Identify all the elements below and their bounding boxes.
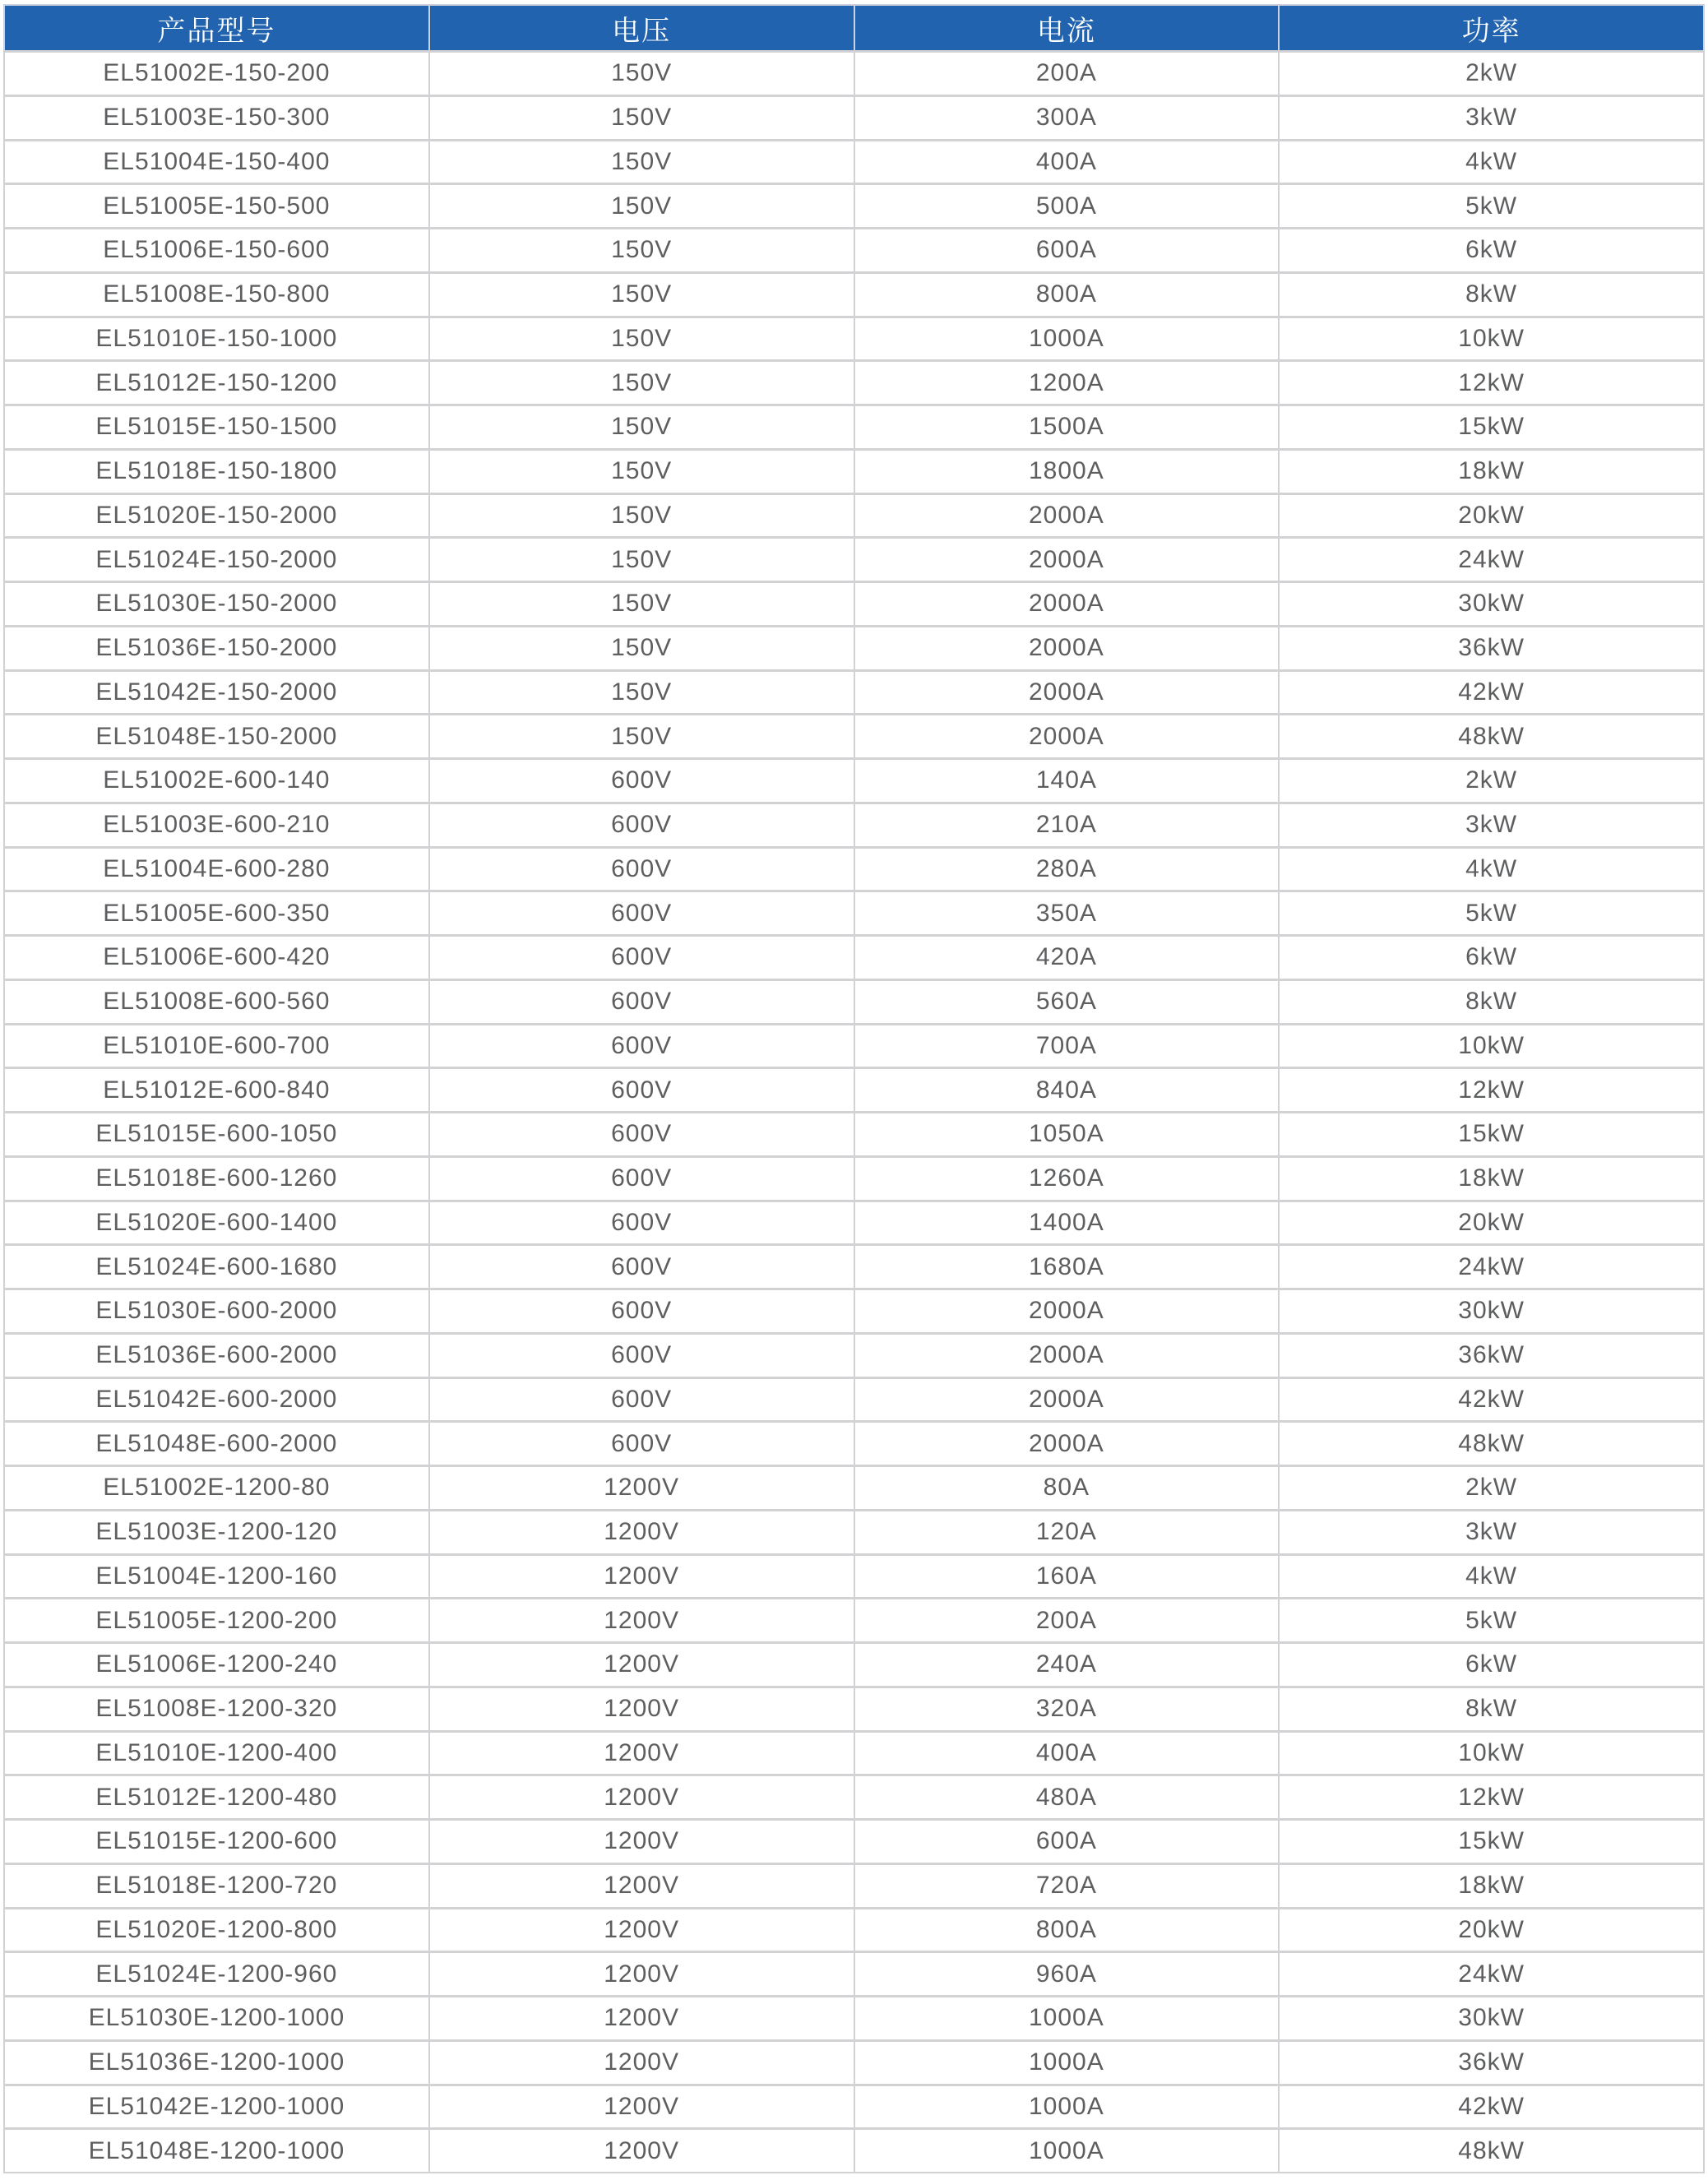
table-cell-model: EL51015E-600-1050: [4, 1113, 429, 1157]
table-cell-current: 600A: [854, 1820, 1280, 1864]
table-row: [4, 1510, 1704, 1554]
table-cell-power: 3kW: [1279, 1510, 1704, 1554]
table-cell-voltage: 1200V: [429, 2040, 854, 2085]
table-cell-voltage: 1200V: [429, 1731, 854, 1775]
table-header-row: [4, 5, 1704, 52]
table-cell-current: 840A: [854, 1068, 1280, 1113]
table-cell-current: 200A: [854, 52, 1280, 96]
table-row: [4, 2129, 1704, 2173]
table-cell-model: EL51024E-600-1680: [4, 1245, 429, 1289]
table-cell-voltage: 600V: [429, 1156, 854, 1201]
table-row: [4, 1377, 1704, 1422]
table-cell-model: EL51005E-1200-200: [4, 1599, 429, 1643]
table-row: [4, 979, 1704, 1024]
table-cell-current: 420A: [854, 936, 1280, 980]
table-cell-power: 18kW: [1279, 449, 1704, 493]
table-cell-model: EL51003E-1200-120: [4, 1510, 429, 1554]
table-cell-current: 2000A: [854, 626, 1280, 670]
table-row: [4, 1599, 1704, 1643]
table-cell-model: EL51020E-1200-800: [4, 1908, 429, 1952]
table-row: [4, 1201, 1704, 1245]
table-cell-power: 10kW: [1279, 317, 1704, 361]
table-cell-model: EL51012E-600-840: [4, 1068, 429, 1113]
table-row: [4, 847, 1704, 891]
table-row: [4, 1068, 1704, 1113]
table-cell-current: 210A: [854, 803, 1280, 847]
table-cell-voltage: 1200V: [429, 1687, 854, 1731]
table-cell-model: EL51036E-600-2000: [4, 1333, 429, 1377]
table-cell-power: 48kW: [1279, 715, 1704, 759]
table-cell-current: 2000A: [854, 1422, 1280, 1466]
table-cell-current: 140A: [854, 759, 1280, 803]
table-cell-power: 18kW: [1279, 1863, 1704, 1908]
table-cell-model: EL51005E-150-500: [4, 184, 429, 229]
table-cell-current: 2000A: [854, 582, 1280, 627]
table-row: [4, 272, 1704, 317]
table-cell-current: 960A: [854, 1952, 1280, 1997]
table-row: [4, 1554, 1704, 1599]
table-cell-voltage: 600V: [429, 1289, 854, 1334]
table-row: [4, 891, 1704, 936]
table-cell-current: 2000A: [854, 538, 1280, 582]
table-cell-model: EL51048E-150-2000: [4, 715, 429, 759]
table-cell-model: EL51012E-1200-480: [4, 1775, 429, 1820]
table-row: [4, 1422, 1704, 1466]
table-cell-model: EL51003E-150-300: [4, 95, 429, 140]
table-row: [4, 626, 1704, 670]
table-cell-voltage: 600V: [429, 759, 854, 803]
table-cell-current: 320A: [854, 1687, 1280, 1731]
table-cell-current: 1000A: [854, 2129, 1280, 2173]
table-row: [4, 405, 1704, 450]
column-header-model: 产品型号: [4, 5, 429, 52]
table-cell-power: 42kW: [1279, 1377, 1704, 1422]
table-cell-voltage: 1200V: [429, 1554, 854, 1599]
table-cell-power: 8kW: [1279, 979, 1704, 1024]
table-row: [4, 1820, 1704, 1864]
table-row: [4, 1333, 1704, 1377]
table-cell-current: 1200A: [854, 361, 1280, 405]
table-cell-model: EL51042E-1200-1000: [4, 2085, 429, 2129]
table-cell-model: EL51036E-1200-1000: [4, 2040, 429, 2085]
table-cell-voltage: 150V: [429, 582, 854, 627]
table-cell-current: 1000A: [854, 317, 1280, 361]
table-cell-model: EL51005E-600-350: [4, 891, 429, 936]
table-cell-model: EL51010E-150-1000: [4, 317, 429, 361]
table-cell-model: EL51008E-600-560: [4, 979, 429, 1024]
table-cell-voltage: 1200V: [429, 1908, 854, 1952]
table-cell-model: EL51006E-600-420: [4, 936, 429, 980]
table-cell-power: 12kW: [1279, 361, 1704, 405]
column-header-power: 功率: [1279, 5, 1704, 52]
table-cell-current: 1800A: [854, 449, 1280, 493]
table-cell-current: 300A: [854, 95, 1280, 140]
table-cell-current: 2000A: [854, 1289, 1280, 1334]
table-cell-current: 80A: [854, 1466, 1280, 1511]
table-cell-model: EL51003E-600-210: [4, 803, 429, 847]
table-cell-model: EL51002E-600-140: [4, 759, 429, 803]
table-cell-power: 20kW: [1279, 1908, 1704, 1952]
table-cell-model: EL51048E-600-2000: [4, 1422, 429, 1466]
table-cell-voltage: 600V: [429, 1113, 854, 1157]
table-cell-voltage: 600V: [429, 1245, 854, 1289]
table-cell-power: 10kW: [1279, 1024, 1704, 1068]
column-header-voltage: 电压: [429, 5, 854, 52]
table-row: [4, 361, 1704, 405]
table-cell-current: 800A: [854, 272, 1280, 317]
table-cell-power: 4kW: [1279, 1554, 1704, 1599]
table-cell-voltage: 150V: [429, 715, 854, 759]
table-cell-power: 12kW: [1279, 1068, 1704, 1113]
table-cell-power: 36kW: [1279, 1333, 1704, 1377]
table-cell-voltage: 150V: [429, 184, 854, 229]
table-cell-power: 48kW: [1279, 2129, 1704, 2173]
table-row: [4, 1113, 1704, 1157]
table-cell-model: EL51020E-150-2000: [4, 493, 429, 538]
table-cell-current: 350A: [854, 891, 1280, 936]
table-cell-model: EL51018E-150-1800: [4, 449, 429, 493]
table-cell-voltage: 600V: [429, 891, 854, 936]
table-cell-voltage: 1200V: [429, 1775, 854, 1820]
table-cell-current: 800A: [854, 1908, 1280, 1952]
table-cell-voltage: 1200V: [429, 1952, 854, 1997]
table-cell-current: 700A: [854, 1024, 1280, 1068]
table-cell-voltage: 600V: [429, 936, 854, 980]
table-cell-power: 2kW: [1279, 52, 1704, 96]
table-cell-current: 160A: [854, 1554, 1280, 1599]
table-cell-current: 720A: [854, 1863, 1280, 1908]
table-cell-voltage: 150V: [429, 538, 854, 582]
table-row: [4, 1908, 1704, 1952]
table-row: [4, 1775, 1704, 1820]
table-row: [4, 803, 1704, 847]
table-cell-current: 1680A: [854, 1245, 1280, 1289]
table-cell-voltage: 1200V: [429, 2129, 854, 2173]
table-row: [4, 229, 1704, 273]
table-cell-model: EL51002E-1200-80: [4, 1466, 429, 1511]
table-cell-current: 2000A: [854, 493, 1280, 538]
column-header-current: 电流: [854, 5, 1280, 52]
table-cell-current: 120A: [854, 1510, 1280, 1554]
table-cell-current: 2000A: [854, 1333, 1280, 1377]
table-cell-voltage: 150V: [429, 361, 854, 405]
table-cell-model: EL51006E-150-600: [4, 229, 429, 273]
product-spec-table-wrap: [3, 4, 1705, 2173]
table-cell-power: 3kW: [1279, 803, 1704, 847]
table-cell-voltage: 150V: [429, 626, 854, 670]
table-cell-power: 15kW: [1279, 1820, 1704, 1864]
table-cell-voltage: 600V: [429, 803, 854, 847]
table-cell-model: EL51024E-1200-960: [4, 1952, 429, 1997]
table-cell-power: 48kW: [1279, 1422, 1704, 1466]
table-row: [4, 1289, 1704, 1334]
table-row: [4, 1245, 1704, 1289]
table-cell-current: 1000A: [854, 2040, 1280, 2085]
table-cell-power: 5kW: [1279, 1599, 1704, 1643]
table-cell-voltage: 600V: [429, 1201, 854, 1245]
table-row: [4, 759, 1704, 803]
table-row: [4, 670, 1704, 715]
table-cell-current: 200A: [854, 1599, 1280, 1643]
table-row: [4, 936, 1704, 980]
table-cell-voltage: 150V: [429, 140, 854, 184]
table-cell-model: EL51018E-1200-720: [4, 1863, 429, 1908]
table-cell-voltage: 600V: [429, 979, 854, 1024]
table-cell-power: 10kW: [1279, 1731, 1704, 1775]
table-body: [4, 52, 1704, 2173]
table-row: [4, 1024, 1704, 1068]
table-cell-power: 6kW: [1279, 229, 1704, 273]
table-cell-power: 36kW: [1279, 626, 1704, 670]
table-row: [4, 317, 1704, 361]
table-row: [4, 1643, 1704, 1687]
table-cell-model: EL51024E-150-2000: [4, 538, 429, 582]
table-cell-power: 15kW: [1279, 1113, 1704, 1157]
table-cell-current: 400A: [854, 140, 1280, 184]
table-cell-power: 42kW: [1279, 670, 1704, 715]
table-cell-power: 4kW: [1279, 140, 1704, 184]
table-cell-power: 36kW: [1279, 2040, 1704, 2085]
table-cell-voltage: 1200V: [429, 1863, 854, 1908]
table-cell-power: 30kW: [1279, 1997, 1704, 2041]
table-cell-model: EL51020E-600-1400: [4, 1201, 429, 1245]
table-cell-power: 2kW: [1279, 1466, 1704, 1511]
table-cell-voltage: 600V: [429, 1024, 854, 1068]
table-cell-model: EL51010E-1200-400: [4, 1731, 429, 1775]
table-cell-current: 1000A: [854, 1997, 1280, 2041]
table-cell-power: 20kW: [1279, 493, 1704, 538]
table-cell-current: 240A: [854, 1643, 1280, 1687]
product-spec-table: [3, 4, 1705, 2173]
table-cell-power: 20kW: [1279, 1201, 1704, 1245]
table-cell-power: 6kW: [1279, 1643, 1704, 1687]
table-cell-voltage: 600V: [429, 1377, 854, 1422]
table-cell-current: 2000A: [854, 1377, 1280, 1422]
table-cell-current: 2000A: [854, 715, 1280, 759]
table-cell-model: EL51042E-600-2000: [4, 1377, 429, 1422]
table-cell-power: 4kW: [1279, 847, 1704, 891]
table-cell-model: EL51036E-150-2000: [4, 626, 429, 670]
table-row: [4, 493, 1704, 538]
table-cell-model: EL51015E-150-1500: [4, 405, 429, 450]
table-row: [4, 52, 1704, 96]
table-cell-power: 6kW: [1279, 936, 1704, 980]
table-cell-model: EL51002E-150-200: [4, 52, 429, 96]
table-cell-model: EL51030E-600-2000: [4, 1289, 429, 1334]
table-cell-voltage: 150V: [429, 449, 854, 493]
table-cell-current: 560A: [854, 979, 1280, 1024]
table-cell-current: 600A: [854, 229, 1280, 273]
table-cell-voltage: 150V: [429, 52, 854, 96]
table-cell-power: 8kW: [1279, 1687, 1704, 1731]
table-cell-current: 1000A: [854, 2085, 1280, 2129]
table-row: [4, 449, 1704, 493]
table-cell-power: 24kW: [1279, 1952, 1704, 1997]
table-cell-voltage: 600V: [429, 1333, 854, 1377]
table-cell-voltage: 150V: [429, 670, 854, 715]
table-row: [4, 1466, 1704, 1511]
table-row: [4, 1997, 1704, 2041]
table-cell-model: EL51010E-600-700: [4, 1024, 429, 1068]
table-cell-current: 1050A: [854, 1113, 1280, 1157]
table-cell-voltage: 1200V: [429, 1820, 854, 1864]
table-cell-voltage: 150V: [429, 95, 854, 140]
table-cell-voltage: 600V: [429, 847, 854, 891]
table-cell-power: 15kW: [1279, 405, 1704, 450]
table-cell-model: EL51015E-1200-600: [4, 1820, 429, 1864]
table-cell-voltage: 1200V: [429, 1997, 854, 2041]
table-cell-current: 2000A: [854, 670, 1280, 715]
table-cell-model: EL51042E-150-2000: [4, 670, 429, 715]
table-row: [4, 1731, 1704, 1775]
table-cell-model: EL51004E-600-280: [4, 847, 429, 891]
table-cell-power: 18kW: [1279, 1156, 1704, 1201]
table-row: [4, 538, 1704, 582]
table-row: [4, 95, 1704, 140]
table-cell-power: 12kW: [1279, 1775, 1704, 1820]
table-cell-model: EL51030E-150-2000: [4, 582, 429, 627]
table-row: [4, 582, 1704, 627]
table-row: [4, 184, 1704, 229]
table-row: [4, 715, 1704, 759]
table-cell-model: EL51004E-150-400: [4, 140, 429, 184]
table-cell-power: 24kW: [1279, 538, 1704, 582]
table-cell-power: 24kW: [1279, 1245, 1704, 1289]
table-cell-voltage: 150V: [429, 229, 854, 273]
table-header: [4, 5, 1704, 52]
table-cell-power: 5kW: [1279, 891, 1704, 936]
table-cell-current: 500A: [854, 184, 1280, 229]
table-cell-model: EL51018E-600-1260: [4, 1156, 429, 1201]
table-cell-model: EL51006E-1200-240: [4, 1643, 429, 1687]
table-cell-voltage: 1200V: [429, 1466, 854, 1511]
table-row: [4, 2085, 1704, 2129]
table-cell-voltage: 1200V: [429, 1510, 854, 1554]
table-cell-model: EL51012E-150-1200: [4, 361, 429, 405]
table-cell-voltage: 600V: [429, 1068, 854, 1113]
table-row: [4, 140, 1704, 184]
table-cell-voltage: 150V: [429, 272, 854, 317]
table-cell-power: 42kW: [1279, 2085, 1704, 2129]
table-cell-power: 2kW: [1279, 759, 1704, 803]
table-cell-model: EL51048E-1200-1000: [4, 2129, 429, 2173]
table-row: [4, 1863, 1704, 1908]
table-row: [4, 1687, 1704, 1731]
table-cell-voltage: 1200V: [429, 1643, 854, 1687]
table-cell-voltage: 600V: [429, 1422, 854, 1466]
table-row: [4, 1156, 1704, 1201]
table-cell-voltage: 150V: [429, 405, 854, 450]
table-cell-power: 8kW: [1279, 272, 1704, 317]
table-cell-current: 400A: [854, 1731, 1280, 1775]
table-cell-voltage: 150V: [429, 493, 854, 538]
table-cell-current: 1400A: [854, 1201, 1280, 1245]
table-cell-power: 30kW: [1279, 582, 1704, 627]
table-cell-model: EL51030E-1200-1000: [4, 1997, 429, 2041]
table-cell-current: 1260A: [854, 1156, 1280, 1201]
table-cell-voltage: 1200V: [429, 2085, 854, 2129]
table-cell-power: 3kW: [1279, 95, 1704, 140]
table-row: [4, 1952, 1704, 1997]
table-cell-voltage: 150V: [429, 317, 854, 361]
table-cell-current: 280A: [854, 847, 1280, 891]
table-cell-model: EL51004E-1200-160: [4, 1554, 429, 1599]
table-cell-power: 30kW: [1279, 1289, 1704, 1334]
table-row: [4, 2040, 1704, 2085]
table-cell-voltage: 1200V: [429, 1599, 854, 1643]
table-cell-current: 1500A: [854, 405, 1280, 450]
table-cell-model: EL51008E-150-800: [4, 272, 429, 317]
table-cell-model: EL51008E-1200-320: [4, 1687, 429, 1731]
table-cell-current: 480A: [854, 1775, 1280, 1820]
table-cell-power: 5kW: [1279, 184, 1704, 229]
